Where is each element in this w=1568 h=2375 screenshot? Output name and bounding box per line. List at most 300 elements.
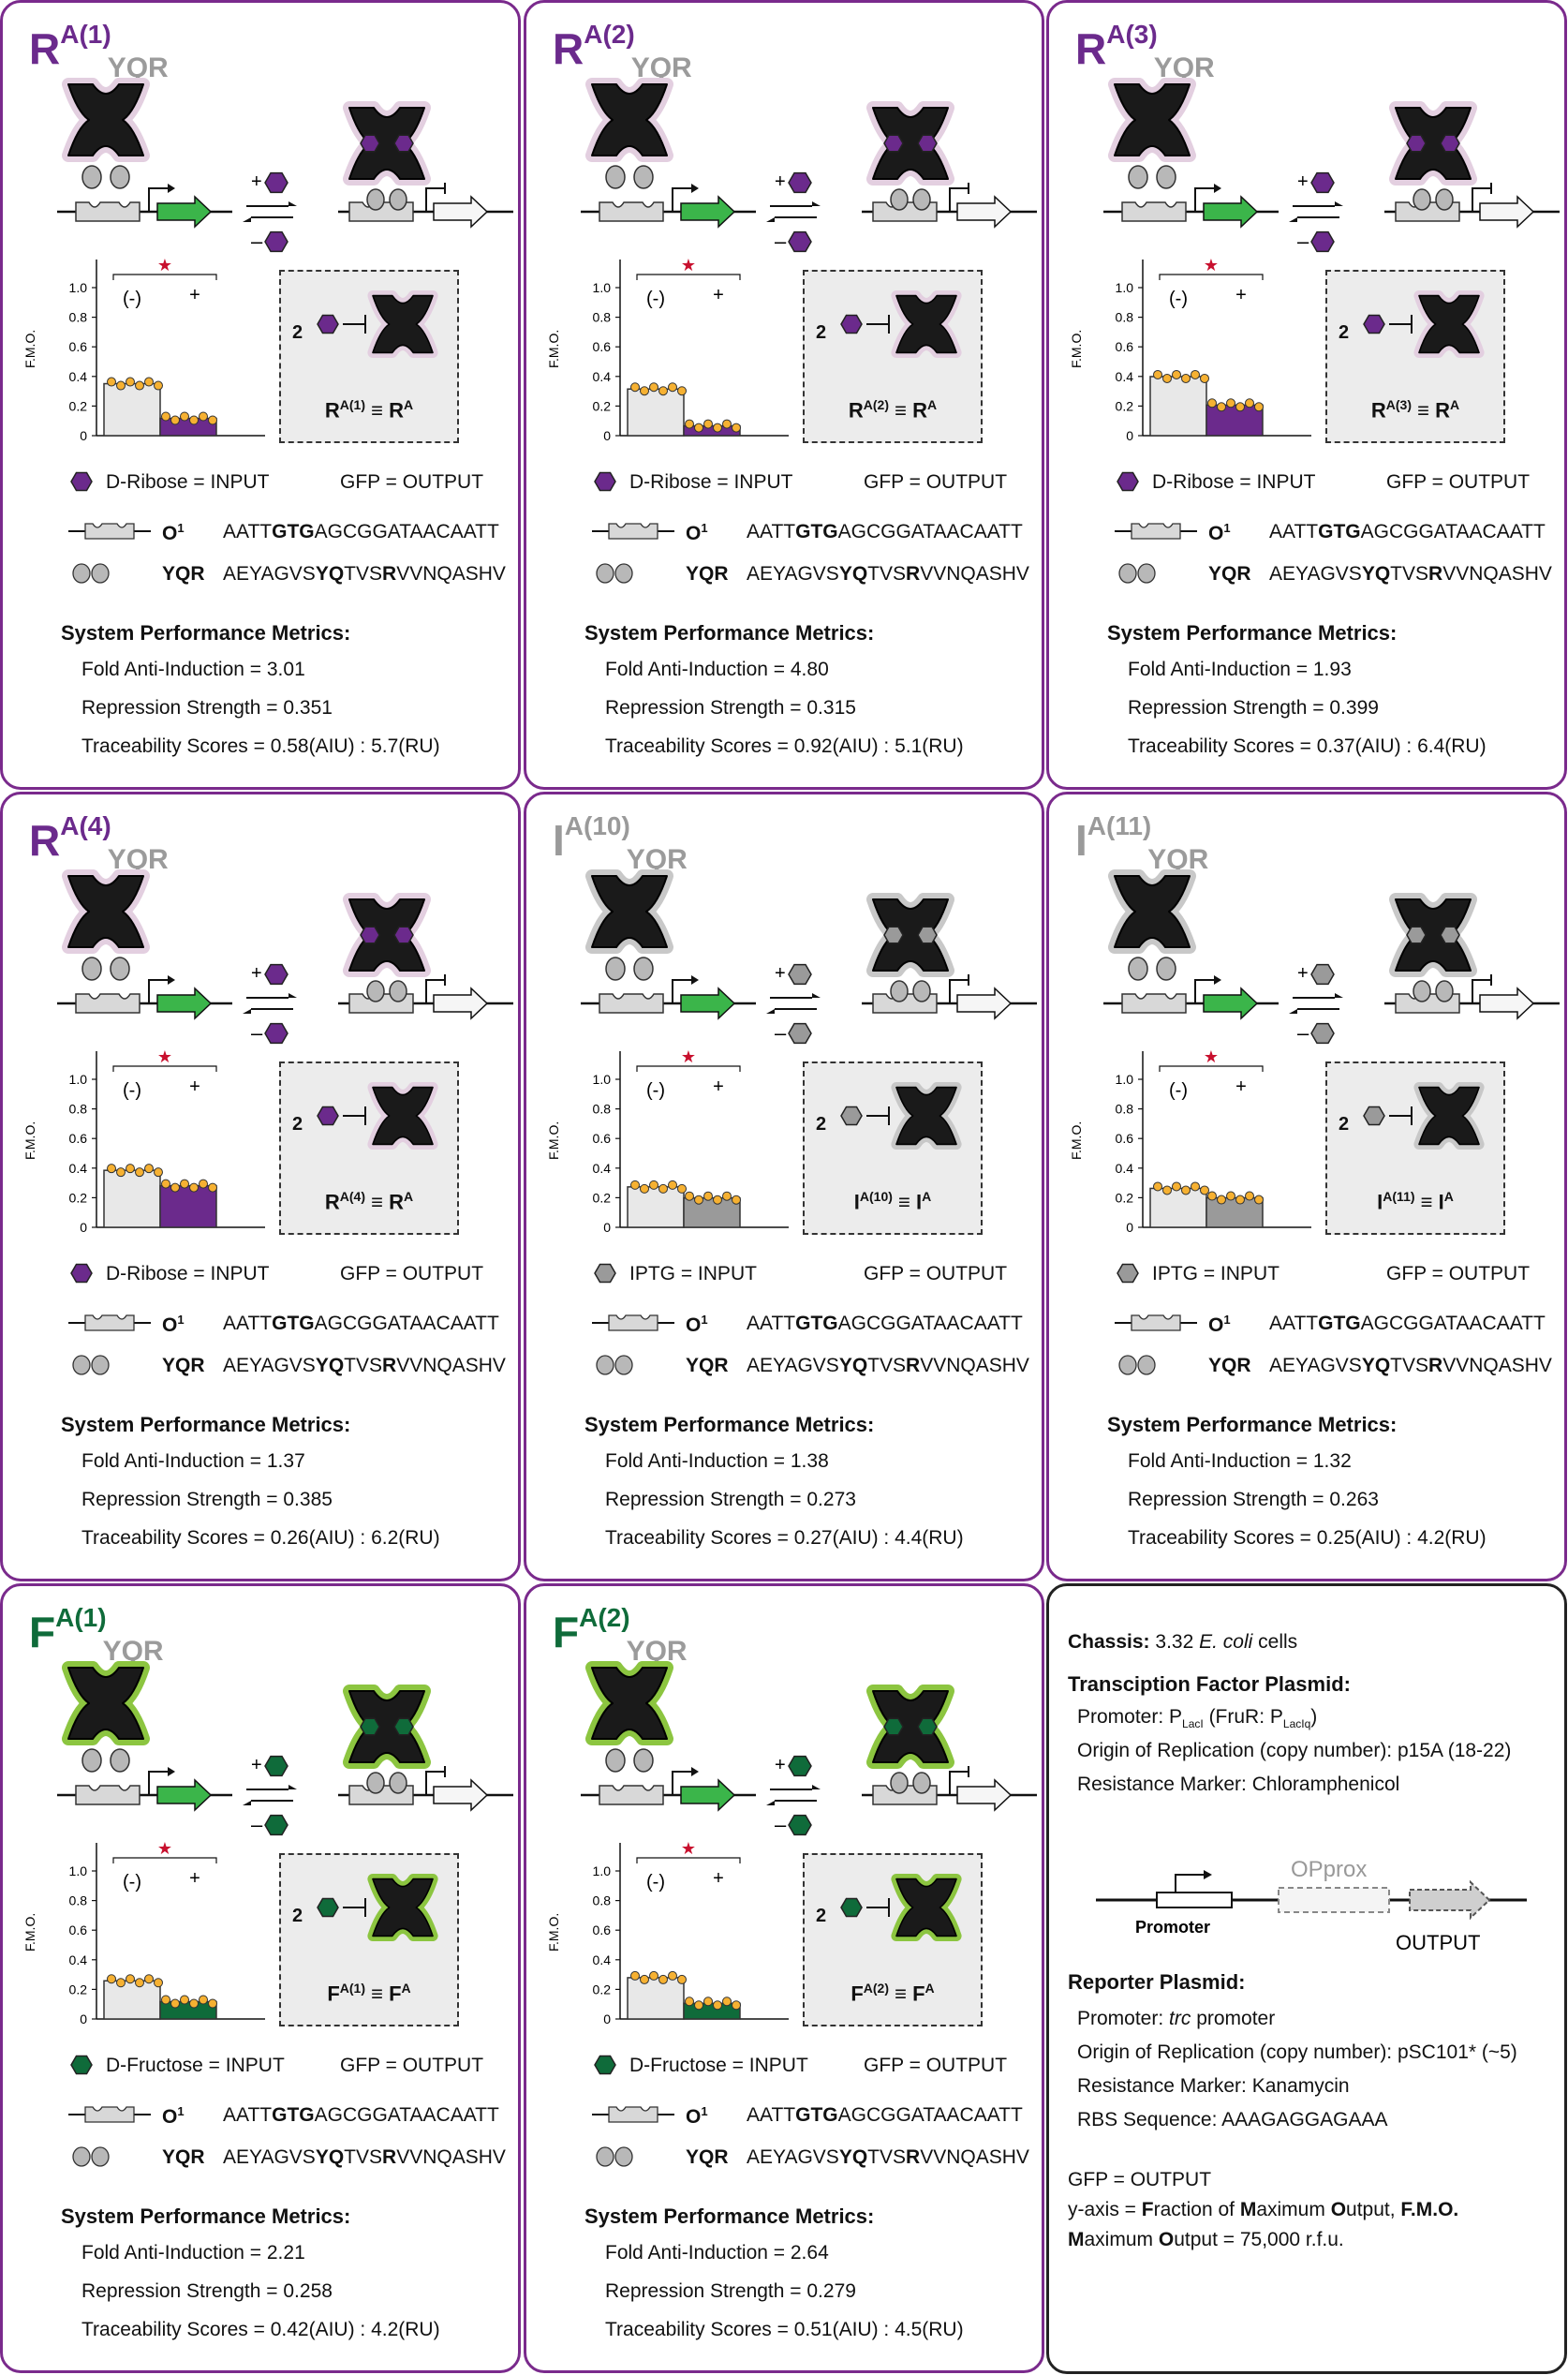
- construct-panel: [524, 0, 1044, 790]
- ligand-plus-icon: [265, 173, 288, 193]
- fold-anti-induction: Fold Anti-Induction = 1.93: [1128, 659, 1352, 680]
- transcription-factor-icon: [68, 84, 143, 156]
- repression-logic-icon: [805, 1855, 983, 1967]
- replicate-dot-minus: [1154, 370, 1162, 379]
- bound-ligand-right-icon: [394, 1718, 413, 1734]
- seq-part: AEYAGVS: [747, 1355, 839, 1376]
- eq-lhs-sup: A(10): [859, 1188, 893, 1204]
- bar-minus-ligand: [628, 1978, 684, 2019]
- seq-part: AATT: [223, 1313, 273, 1334]
- eq-lhs-sup: A(3): [1385, 396, 1413, 412]
- y-tick-label: 0.2: [592, 398, 611, 414]
- eq-lhs-sup: A(2): [863, 396, 890, 412]
- operator-site-icon: [599, 994, 663, 1013]
- bar-minus-ligand: [104, 1170, 160, 1227]
- replicate-dot-plus: [723, 1192, 732, 1200]
- eq-lhs: F: [851, 1982, 864, 2005]
- traceability-scores: Traceability Scores = 0.58(AIU) : 5.7(RU): [81, 735, 440, 757]
- traceability-scores: Traceability Scores = 0.26(AIU) : 6.2(RU): [81, 1527, 440, 1549]
- dbd-right-icon: [634, 166, 653, 188]
- plus-sign: +: [775, 1755, 786, 1775]
- replicate-dot-plus: [171, 1183, 180, 1192]
- repressor-icon: [373, 1088, 433, 1145]
- title-subscript: YQR: [1147, 844, 1209, 875]
- operator-name: [686, 1313, 708, 1337]
- title-superscript: A(1): [60, 20, 111, 49]
- replicate-dot-minus: [126, 1975, 135, 1983]
- seq-part-bold: R: [1428, 563, 1443, 585]
- plus-sign: +: [251, 1755, 262, 1775]
- dbd-name: YQR: [1208, 563, 1251, 585]
- replicate-dot-plus: [704, 420, 713, 428]
- repression-logic-icon: [281, 1855, 459, 1967]
- replicate-dot-minus: [631, 1180, 640, 1189]
- minus-ligand-label: (-): [646, 1080, 665, 1101]
- replicate-dot-plus: [714, 423, 722, 432]
- y-tick-label: 0.8: [592, 1893, 611, 1908]
- seq-part: VVNQASHV: [920, 1355, 1029, 1376]
- dbd-left-icon: [606, 166, 625, 188]
- gfp-output-note: GFP = OUTPUT: [1068, 2169, 1212, 2190]
- dbd-sequence: [747, 1355, 1029, 1377]
- input-ligand-legend-icon: [71, 2056, 92, 2074]
- minus-sign: –: [775, 1021, 787, 1045]
- y-tick-label: 0.4: [592, 1160, 611, 1176]
- operator-icon: [68, 1311, 153, 1335]
- plus-ligand-label: +: [713, 1076, 724, 1097]
- gfp-on-arrow: [1204, 197, 1257, 227]
- operator-sequence: [223, 2104, 499, 2127]
- operator-sequence: [747, 521, 1023, 543]
- ligand-plus-icon: [265, 965, 288, 985]
- y-tick-label: 0.8: [68, 1101, 87, 1117]
- ligand-count: 2: [1339, 1114, 1350, 1135]
- fold-anti-induction: Fold Anti-Induction = 1.32: [1128, 1450, 1352, 1472]
- operator-letter: O: [686, 2106, 702, 2128]
- y-tick-label: 0.6: [68, 1922, 87, 1938]
- output-label: GFP = OUTPUT: [864, 1263, 1008, 1284]
- seq-part-bold: R: [906, 1355, 921, 1376]
- minus-ligand-label: (-): [1169, 289, 1188, 309]
- transcription-factor-icon: [592, 84, 667, 156]
- traceability-scores: Traceability Scores = 0.51(AIU) : 4.5(RU): [605, 2319, 964, 2340]
- minus-sign: –: [775, 230, 787, 253]
- replicate-dot-plus: [1255, 1195, 1264, 1204]
- replicate-dot-minus: [1173, 370, 1181, 379]
- replicate-dot-minus: [136, 1168, 144, 1177]
- y-axis-label: F.M.O.: [22, 1121, 37, 1160]
- eq-lhs: I: [853, 1190, 860, 1213]
- bound-ligand-left-icon: [361, 135, 379, 151]
- replicate-dot-plus: [209, 1999, 217, 2008]
- maxout-O: O: [1158, 2229, 1175, 2250]
- input-ligand-legend-icon: [1117, 473, 1138, 491]
- gfp-on-arrow: [681, 197, 734, 227]
- fold-anti-induction: Fold Anti-Induction = 3.01: [81, 659, 305, 680]
- y-tick-label: 0.2: [68, 1982, 87, 1997]
- y-tick-label: 0: [80, 1220, 87, 1235]
- y-axis-label: F.M.O.: [1069, 1121, 1084, 1160]
- ligand-count: 2: [292, 1114, 303, 1135]
- transcription-factor-icon: [592, 876, 667, 947]
- replicate-dot-plus: [190, 416, 199, 424]
- replicate-dot-minus: [136, 381, 144, 390]
- dbd-sequence: [747, 563, 1029, 586]
- construct-panel: [0, 1583, 521, 2373]
- bound-ligand-left-icon: [1407, 927, 1426, 943]
- operator-sup: 1: [177, 1313, 185, 1327]
- title-superscript: A(3): [1106, 20, 1158, 49]
- reporter-construct-diagram: [1087, 1839, 1536, 1961]
- traceability-scores: Traceability Scores = 0.37(AIU) : 6.4(RU): [1128, 735, 1487, 757]
- input-label: D-Fructose = INPUT: [629, 2055, 808, 2076]
- chassis-line: [1068, 1631, 1297, 1654]
- bound-ligand-left-icon: [1407, 135, 1426, 151]
- tf-plasmid-heading: Transciption Factor Plasmid:: [1068, 1672, 1351, 1696]
- fold-anti-induction: Fold Anti-Induction = 4.80: [605, 659, 829, 680]
- title-superscript: A(4): [60, 811, 111, 840]
- equivalence-text: [281, 1189, 457, 1214]
- minus-sign: –: [251, 230, 263, 253]
- eq-symbol: ≡: [889, 398, 913, 422]
- equivalence-text: [805, 1981, 981, 2006]
- dbd-sequence: [223, 2146, 506, 2169]
- title-subscript: YQR: [626, 1636, 688, 1667]
- y-tick-label: 1.0: [68, 1072, 87, 1087]
- replicate-dot-plus: [181, 1996, 189, 2004]
- replicate-dot-minus: [631, 1971, 640, 1980]
- dbd-sequence: [747, 2146, 1029, 2169]
- replicate-dot-plus: [714, 1195, 722, 1204]
- replicate-dot-plus: [732, 2001, 741, 2010]
- operator-icon: [68, 519, 153, 543]
- logic-equation-box: [1325, 270, 1505, 443]
- replicate-dot-plus: [714, 2001, 722, 2010]
- y-tick-label: 1.0: [1115, 280, 1133, 295]
- input-label: D-Ribose = INPUT: [629, 471, 793, 493]
- fmo-bar-chart: [545, 237, 798, 453]
- y-tick-label: 0: [1126, 1220, 1133, 1235]
- input-ligand-icon: [318, 1107, 338, 1125]
- y-tick-label: 0.8: [592, 309, 611, 325]
- seq-part: VVNQASHV: [396, 2146, 506, 2168]
- minus-sign: –: [775, 1813, 787, 1836]
- y-tick-label: 0.4: [592, 368, 611, 384]
- diagram-opprox-label: OPprox: [1291, 1857, 1368, 1882]
- dbd-icon: [592, 1353, 676, 1377]
- seq-part: AATT: [747, 1313, 796, 1334]
- fmo-bar-chart: [22, 1029, 274, 1244]
- eq-symbol: ≡: [1412, 398, 1436, 422]
- replicate-dot-plus: [200, 1996, 208, 2004]
- ligand-count: 2: [816, 1906, 827, 1926]
- eq-rhs-sup: A: [1449, 396, 1460, 412]
- eq-rhs-sup: A: [1443, 1188, 1454, 1204]
- seq-part: VVNQASHV: [396, 1355, 506, 1376]
- repression-logic-icon: [1327, 272, 1505, 384]
- construct-panel: [524, 1583, 1044, 2373]
- equivalence-text: [805, 1189, 981, 1214]
- seq-part: AATT: [747, 2104, 796, 2126]
- eq-lhs-sup: A(2): [863, 1980, 890, 1996]
- dbd-right-icon: [1157, 957, 1176, 980]
- replicate-dot-minus: [1182, 1186, 1191, 1195]
- y-axis-label: F.M.O.: [546, 1121, 561, 1160]
- replicate-dot-plus: [171, 416, 180, 424]
- dbd-icon: [592, 2145, 676, 2169]
- yaxis-F: F: [1141, 2199, 1154, 2220]
- operator-site-icon: [76, 202, 140, 221]
- operator-icon: [592, 1311, 676, 1335]
- dbd-left-icon: [606, 1749, 625, 1772]
- dbd-icon: [1115, 561, 1199, 586]
- operator-letter: O: [1208, 523, 1224, 544]
- fold-anti-induction: Fold Anti-Induction = 1.37: [81, 1450, 305, 1472]
- reporter-promoter: [1077, 2008, 1275, 2030]
- replicate-dot-plus: [1208, 1192, 1217, 1200]
- input-ligand-icon: [841, 1107, 862, 1125]
- seq-part: AEYAGVS: [223, 2146, 316, 2168]
- output-label: GFP = OUTPUT: [1386, 471, 1531, 493]
- operator-icon: [68, 2102, 153, 2127]
- replicate-dot-minus: [117, 381, 126, 390]
- yaxis-b: raction of: [1153, 2199, 1240, 2220]
- bar-plus-ligand: [1206, 405, 1263, 436]
- replicate-dot-minus: [155, 1168, 163, 1177]
- repressor-icon: [1419, 1088, 1479, 1145]
- replicate-dot-plus: [1208, 399, 1217, 408]
- minus-ligand-label: (-): [123, 289, 141, 309]
- dbd-sequence: [1269, 1355, 1552, 1377]
- seq-part: AEYAGVS: [747, 563, 839, 585]
- replicate-dot-minus: [145, 378, 154, 386]
- ligand-plus-icon: [265, 1757, 288, 1776]
- replicate-dot-plus: [181, 412, 189, 421]
- replicate-dot-plus: [200, 412, 208, 421]
- title-superscript: A(10): [564, 811, 630, 840]
- yaxis-d: utput,: [1346, 2199, 1401, 2220]
- fmo-bar-chart: [22, 237, 274, 453]
- metrics-heading: System Performance Metrics:: [584, 2204, 875, 2228]
- seq-part: AEYAGVS: [223, 1355, 316, 1376]
- eq-lhs-sup: A(11): [1383, 1188, 1415, 1204]
- construct-panel: [1046, 0, 1567, 790]
- dbd-icon: [592, 561, 676, 586]
- chassis-value: 3.32: [1155, 1631, 1194, 1653]
- operator-site-icon: [76, 1786, 140, 1804]
- operator-icon: [1115, 519, 1199, 543]
- input-ligand-icon: [1364, 316, 1384, 334]
- tf-promoter-b: (FruR: P: [1203, 1706, 1283, 1728]
- transcription-factor-icon: [1115, 876, 1190, 947]
- y-tick-label: 0.8: [592, 1101, 611, 1117]
- operator-name: [686, 521, 708, 545]
- input-hexagon-icon: [1115, 1261, 1141, 1285]
- repressor-icon: [1419, 296, 1479, 353]
- seq-part-bold: GTG: [1318, 521, 1361, 542]
- replicate-dot-plus: [1227, 399, 1235, 408]
- replicate-dot-plus: [686, 1192, 694, 1200]
- replicate-dot-plus: [162, 412, 170, 421]
- seq-part: VVNQASHV: [1442, 1355, 1552, 1376]
- dbd-icon: [68, 1353, 153, 1377]
- traceability-scores: Traceability Scores = 0.25(AIU) : 4.2(RU): [1128, 1527, 1487, 1549]
- seq-part-bold: YQ: [838, 563, 868, 585]
- max-output-note: [1068, 2229, 1344, 2251]
- seq-part-bold: YQ: [1361, 563, 1391, 585]
- eq-rhs-sup: A: [403, 396, 414, 412]
- tf-resistance: Resistance Marker: Chloramphenicol: [1077, 1774, 1400, 1795]
- title-superscript: A(1): [55, 1603, 107, 1632]
- operator-name: [1208, 1313, 1231, 1337]
- replicate-dot-minus: [641, 387, 649, 395]
- seq-part-bold: R: [382, 2146, 397, 2168]
- transcription-factor-icon: [68, 1668, 143, 1739]
- logic-equation-box: [279, 1853, 459, 2026]
- equivalence-text: [1327, 1189, 1503, 1214]
- fmo-bar-chart: [1068, 237, 1321, 453]
- operator-name: [162, 2104, 185, 2129]
- seq-part: AGCGGATAACAATT: [1360, 1313, 1546, 1334]
- dbd-right-icon: [111, 1749, 129, 1772]
- replicate-dot-minus: [1173, 1182, 1181, 1191]
- repression-strength: Repression Strength = 0.351: [81, 697, 333, 719]
- title-letter: F: [29, 1608, 56, 1656]
- minus-sign: –: [251, 1813, 263, 1836]
- fmo-bar-chart: [22, 1820, 274, 2036]
- panel-title: [29, 20, 172, 83]
- seq-part-bold: GTG: [272, 1313, 315, 1334]
- y-tick-label: 0.2: [1115, 398, 1133, 414]
- replicate-dot-plus: [1255, 403, 1264, 411]
- output-label: GFP = OUTPUT: [864, 2055, 1008, 2076]
- replicate-dot-plus: [200, 1180, 208, 1188]
- plus-ligand-label: +: [189, 1868, 200, 1889]
- significance-star: ★: [1203, 1047, 1220, 1067]
- input-label: IPTG = INPUT: [1152, 1263, 1280, 1284]
- y-tick-label: 0.8: [68, 309, 87, 325]
- dbd-name: YQR: [162, 1355, 205, 1376]
- operator-icon: [592, 519, 676, 543]
- metrics-heading: System Performance Metrics:: [61, 1413, 351, 1436]
- seq-part-bold: GTG: [795, 2104, 838, 2126]
- dbd-name: YQR: [686, 1355, 729, 1376]
- logic-equation-box: [803, 270, 983, 443]
- repression-strength: Repression Strength = 0.399: [1128, 697, 1379, 719]
- output-label: GFP = OUTPUT: [1386, 1263, 1531, 1284]
- operator-sequence: [223, 521, 499, 543]
- replicate-dot-plus: [732, 423, 741, 432]
- gfp-on-arrow: [681, 988, 734, 1018]
- bar-plus-ligand: [160, 2002, 216, 2019]
- replicate-dot-plus: [704, 1192, 713, 1200]
- replicate-dot-minus: [1182, 374, 1191, 382]
- minus-sign: –: [1297, 230, 1309, 253]
- replicate-dot-plus: [732, 1195, 741, 1204]
- y-tick-label: 1.0: [592, 280, 611, 295]
- plus-sign: +: [251, 171, 262, 192]
- title-superscript: A(2): [579, 1603, 630, 1632]
- panel-title: [29, 811, 172, 875]
- y-tick-label: 0.4: [592, 1952, 611, 1967]
- title-subscript: YQR: [107, 52, 169, 83]
- eq-rhs-sup: A: [925, 1980, 935, 1996]
- output-arrow: [1410, 1882, 1489, 1918]
- title-subscript: YQR: [626, 844, 688, 875]
- fold-anti-induction: Fold Anti-Induction = 2.64: [605, 2242, 829, 2264]
- repression-logic-icon: [1327, 1063, 1505, 1176]
- dbd-sequence: [1269, 563, 1552, 586]
- seq-part-bold: GTG: [795, 1313, 838, 1334]
- output-label: GFP = OUTPUT: [864, 471, 1008, 493]
- y-tick-label: 0.6: [592, 339, 611, 355]
- seq-part-bold: YQ: [838, 1355, 868, 1376]
- bound-ligand-left-icon: [884, 1718, 903, 1734]
- gfp-on-arrow: [1204, 988, 1257, 1018]
- eq-rhs: F: [912, 1982, 925, 2005]
- panel-title: [553, 811, 691, 875]
- repressor-icon: [896, 1879, 956, 1937]
- gfp-on-arrow: [681, 1780, 734, 1810]
- replicate-dot-plus: [209, 416, 217, 424]
- input-ligand-icon: [1364, 1107, 1384, 1125]
- y-tick-label: 0.6: [1115, 1131, 1133, 1147]
- dbd-right-icon: [111, 166, 129, 188]
- replicate-dot-plus: [695, 2001, 703, 2010]
- operator-letter: O: [162, 523, 178, 544]
- y-tick-label: 0.2: [68, 1190, 87, 1206]
- operator-sup: 1: [701, 2104, 708, 2118]
- yaxis-O: O: [1330, 2199, 1347, 2220]
- output-label: GFP = OUTPUT: [340, 471, 484, 493]
- eq-symbol: ≡: [889, 1982, 913, 2005]
- gfp-on-arrow: [157, 1780, 211, 1810]
- metrics-heading: System Performance Metrics:: [1107, 621, 1398, 645]
- dbd-left-icon: [1129, 166, 1147, 188]
- gfp-off-arrow: [957, 197, 1011, 227]
- operator-name: [1208, 521, 1231, 545]
- replicate-dot-minus: [650, 383, 658, 392]
- chassis-organism: E. coli: [1199, 1631, 1253, 1653]
- yaxis-fmo: F.M.O.: [1400, 2199, 1459, 2220]
- input-hexagon-icon: [592, 1261, 618, 1285]
- seq-part: AGCGGATAACAATT: [314, 521, 499, 542]
- replicate-dot-minus: [650, 1971, 658, 1980]
- fmo-bar-chart: [1068, 1029, 1321, 1244]
- seq-part: TVS: [867, 2146, 907, 2168]
- dbd-name: YQR: [162, 563, 205, 585]
- eq-lhs-sup: A(1): [339, 1980, 366, 1996]
- input-label: D-Ribose = INPUT: [106, 1263, 270, 1284]
- gfp-off-arrow: [957, 1780, 1011, 1810]
- y-tick-label: 1.0: [68, 280, 87, 295]
- seq-part-bold: YQ: [1361, 1355, 1391, 1376]
- minus-ligand-label: (-): [123, 1872, 141, 1893]
- replicate-dot-minus: [1191, 1182, 1200, 1191]
- repressor-icon: [896, 1088, 956, 1145]
- operator-letter: O: [1208, 1314, 1224, 1336]
- operator-sequence: [1269, 1313, 1546, 1335]
- ligand-count: 2: [1339, 322, 1350, 343]
- bar-minus-ligand: [628, 1187, 684, 1227]
- minus-ligand-label: (-): [646, 289, 665, 309]
- plus-ligand-label: +: [1235, 1076, 1247, 1097]
- input-hexagon-icon: [68, 2053, 95, 2077]
- y-tick-label: 0.8: [1115, 309, 1133, 325]
- tf-promoter-c: ): [1310, 1706, 1318, 1728]
- bound-ligand-left-icon: [884, 135, 903, 151]
- transcription-factor-icon: [1115, 84, 1190, 156]
